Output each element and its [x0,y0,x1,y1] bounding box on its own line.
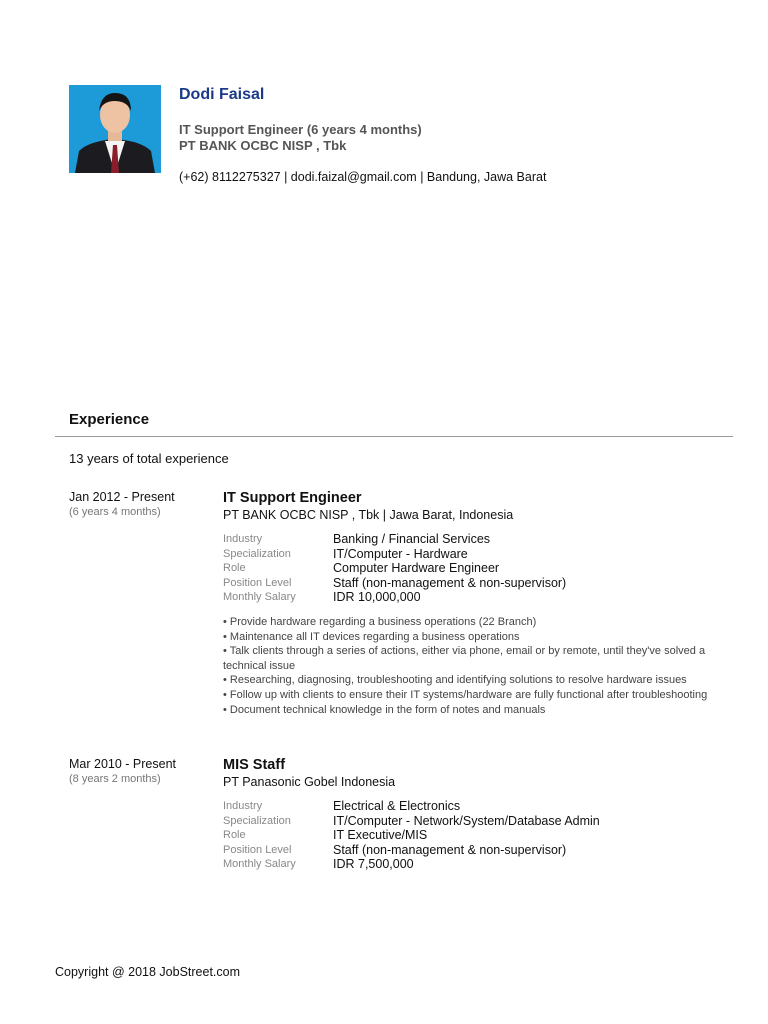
job-date: Jan 2012 - Present [69,490,175,504]
list-item: • Maintenance all IT devices regarding a business operations [223,630,520,643]
detail-value: Banking / Financial Services [333,532,491,546]
headline-company: PT BANK OCBC NISP , Tbk [179,138,347,153]
job-title: IT Support Engineer [223,490,362,506]
portrait-icon [69,85,161,173]
detail-label: Industry [223,533,263,545]
detail-value: Electrical & Electronics [333,799,461,813]
detail-label: Role [223,562,246,575]
detail-label: Position Level [223,843,292,856]
job-details [223,532,733,605]
job-responsibilities [223,615,733,717]
list-item: • Talk clients through a series of actions, either via phone, email or by remote, until they've solved a technical issue [223,645,706,672]
job-date: Mar 2010 - Present [69,757,176,771]
detail-value: IDR 10,000,000 [333,590,421,605]
list-item: • Document technical knowledge in the form of notes and manuals [223,703,546,716]
list-item: • Provide hardware regarding a business operations (22 Branch) [223,615,537,628]
headline-title: IT Support Engineer (6 years 4 months) [179,122,422,137]
detail-value: IT/Computer - Network/System/Database Admin [333,813,600,828]
list-item: • Follow up with clients to ensure their IT systems/hardware are fully functional after troubleshooting [223,688,708,701]
detail-value: Staff (non-management & non-supervisor) [333,842,567,857]
detail-label: Specialization [223,547,291,560]
job-company: PT BANK OCBC NISP , Tbk | Jawa Barat, Indonesia [223,508,514,522]
detail-label: Monthly Salary [223,858,296,871]
detail-label: Position Level [223,576,292,589]
detail-label: Specialization [223,814,291,827]
contact-info: (+62) 8112275327 | dodi.faizal@gmail.com | Bandung, Jawa Barat [179,170,547,184]
detail-label: Monthly Salary [223,591,296,604]
section-title-experience: Experience [69,411,150,428]
job-details [223,799,733,872]
detail-value: IT/Computer - Hardware [333,546,468,561]
job-company: PT Panasonic Gobel Indonesia [223,775,396,789]
detail-value: Computer Hardware Engineer [333,561,500,576]
list-item: • Researching, diagnosing, troubleshooting and identifying solutions to resolve hardware issues [223,674,687,687]
detail-label: Role [223,829,246,842]
job-duration: (6 years 4 months) [69,506,161,518]
detail-value: Staff (non-management & non-supervisor) [333,575,567,590]
total-experience: 13 years of total experience [69,451,229,466]
job-title: MIS Staff [223,757,286,773]
section-divider [55,436,733,437]
job-duration: (8 years 2 months) [69,773,161,785]
profile-photo [69,85,161,173]
detail-value: IT Executive/MIS [333,828,428,843]
candidate-name: Dodi Faisal [179,86,265,103]
footer-copyright: Copyright @ 2018 JobStreet.com [55,965,241,979]
detail-label: Industry [223,800,263,812]
detail-value: IDR 7,500,000 [333,857,414,872]
